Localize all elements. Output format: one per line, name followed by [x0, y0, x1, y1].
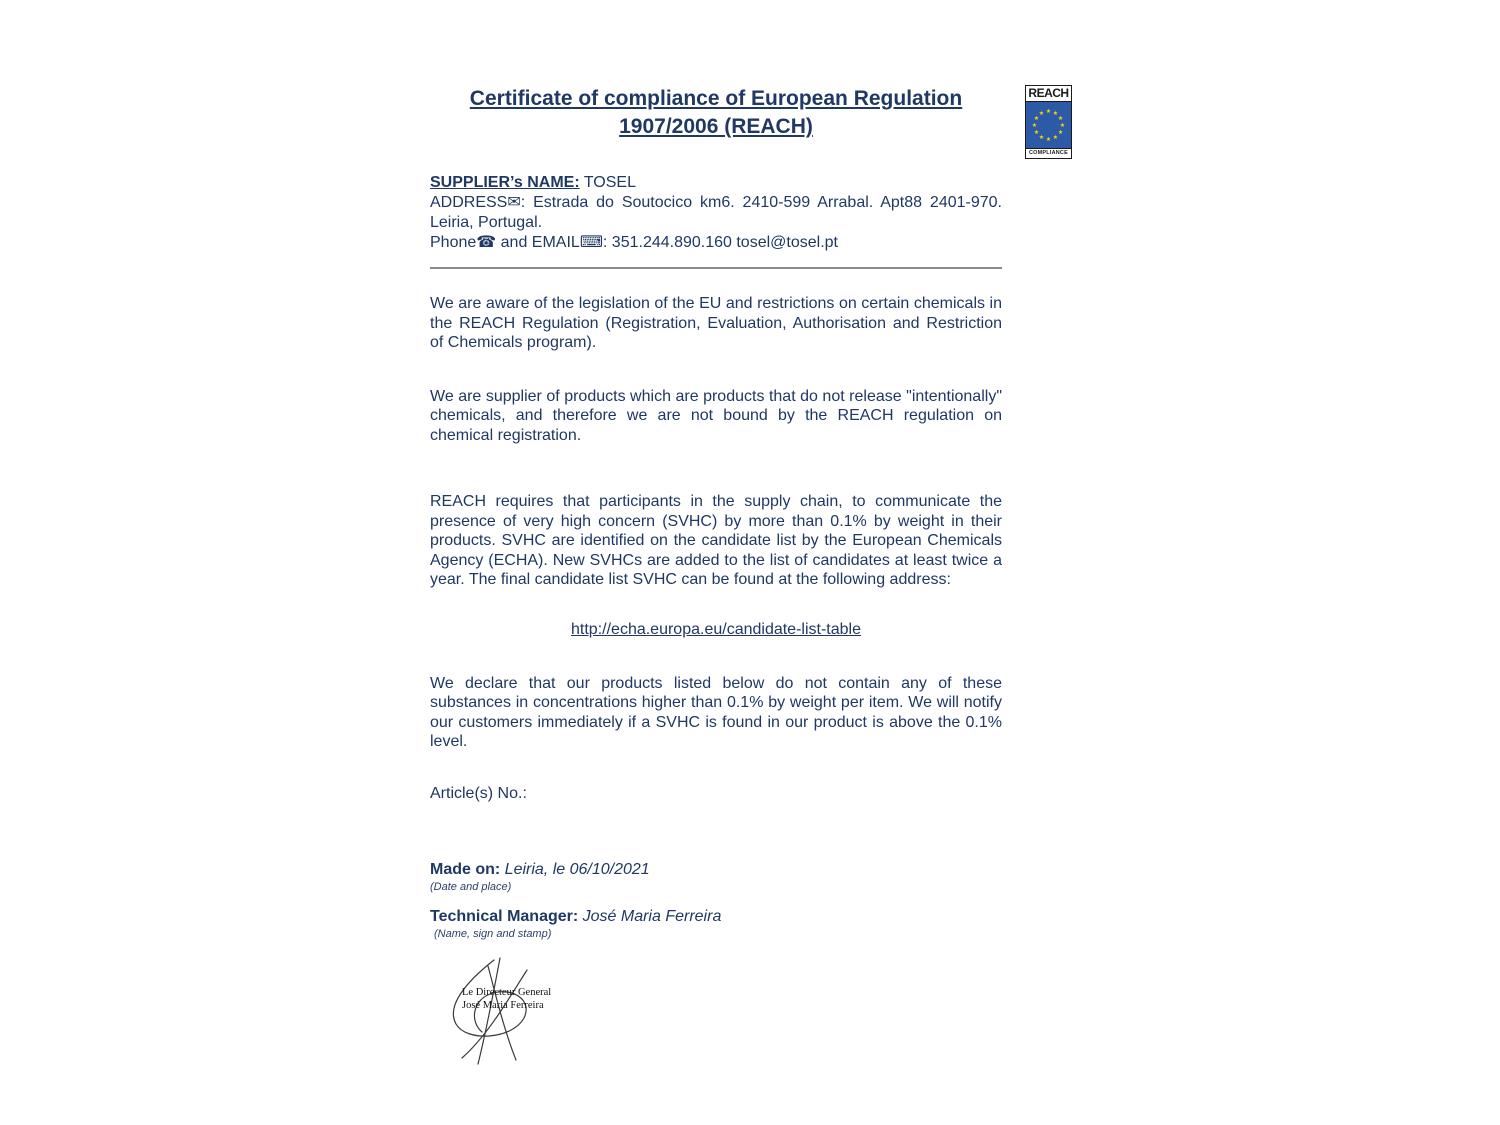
- paragraph-legislation-awareness: We are aware of the legislation of the EU and restrictions on certain chemicals in the REACH Regulation (Registration, Evaluation, Authorisation and Restriction of Chemicals program).: [430, 295, 1002, 351]
- name-sign-stamp-caption: (Name, sign and stamp): [434, 927, 552, 940]
- technical-manager-value: José Maria Ferreira: [578, 907, 722, 925]
- made-on-label: Made on:: [430, 860, 501, 878]
- supplier-address-line: [430, 193, 1002, 233]
- svg-text:★: ★: [1045, 136, 1052, 143]
- supplier-info: [430, 173, 1002, 253]
- svg-text:★: ★: [1033, 115, 1040, 122]
- svg-text:★: ★: [1045, 108, 1052, 115]
- section-divider: [430, 267, 1002, 269]
- paragraph-supplier-statement: We are supplier of products which are products that do not release "intentionally" chemicals, and therefore we are not bound by the REACH regulation on chemical registration.: [430, 387, 1002, 444]
- signature-stamp-line2: José Maria Ferreira: [462, 999, 544, 1011]
- svg-text:★: ★: [1033, 129, 1040, 136]
- supplier-name-label: SUPPLIER’s NAME:: [430, 174, 580, 191]
- contact-value: : 351.244.890.160 tosel@tosel.pt: [602, 234, 838, 251]
- paragraph-declaration: We declare that our products listed below do not contain any of these substances in concentrations higher than 0.1% by weight per item. We will notify our customers immediately if a SVHC is found in our product is above the 0.1% level.: [430, 674, 1002, 750]
- address-label: ADDRESS: [430, 194, 508, 211]
- supplier-name-line: [430, 173, 1002, 193]
- signature-block: [432, 956, 582, 1068]
- reach-logo-title: REACH: [1026, 86, 1071, 102]
- svg-text:★: ★: [1031, 122, 1038, 129]
- reach-logo-compliance-label: COMPLIANCE: [1026, 148, 1071, 158]
- candidate-list-link[interactable]: http://echa.europa.eu/candidate-list-table: [571, 620, 861, 638]
- page-title-line1: Certificate of compliance of European Regulation: [469, 87, 963, 110]
- candidate-list-link-line: [430, 621, 1002, 639]
- svg-text:★: ★: [1059, 122, 1066, 129]
- svg-text:★: ★: [1057, 129, 1064, 136]
- page-title-line2: 1907/2006 (REACH): [619, 115, 813, 138]
- date-place-caption: (Date and place): [430, 880, 512, 893]
- technical-manager-label: Technical Manager:: [430, 907, 579, 925]
- supplier-contact-line: [430, 233, 1002, 253]
- signature-scribble-icon: [432, 956, 582, 1068]
- made-on-value: Leiria, le 06/10/2021: [500, 860, 650, 878]
- signature-stamp-text: [462, 986, 551, 1012]
- phone-label: Phone: [430, 234, 477, 251]
- paragraph-reach-requirements: REACH requires that participants in the supply chain, to communicate the presence of very high concern (SVHC) by more than 0.1% by weight in their products. SVHC are identified on the candidate list by the European Chemicals Agency (ECHA). New SVHCs are added to the list of candidates at least twice a year. The final candidate list SVHC can be found at the following address:: [430, 493, 1002, 588]
- technical-manager-block: [430, 908, 1002, 940]
- svg-text:★: ★: [1052, 109, 1059, 117]
- email-icon: ⌨: [579, 234, 603, 251]
- address-value: : Estrada do Soutocico km6. 2410-599 Arrabal. Apt88 2401-970. Leiria, Portugal.: [430, 194, 1002, 231]
- eu-stars-icon: [1026, 102, 1071, 148]
- svg-text:★: ★: [1038, 109, 1045, 117]
- made-on-block: [430, 861, 1002, 893]
- certificate-body: [430, 85, 1002, 1068]
- page-title: [430, 85, 1002, 141]
- supplier-name-value: TOSEL: [579, 174, 636, 191]
- email-label: and EMAIL: [496, 234, 580, 251]
- article-number-label: Article(s) No.:: [430, 784, 527, 802]
- svg-text:★: ★: [1038, 134, 1045, 142]
- phone-icon: ☎: [476, 234, 497, 251]
- svg-text:★: ★: [1057, 115, 1064, 122]
- reach-compliance-logo: [1025, 85, 1072, 159]
- svg-text:★: ★: [1052, 134, 1059, 142]
- envelope-icon: ✉: [507, 194, 521, 211]
- signature-stamp-line1: Le Directeur General: [462, 986, 552, 998]
